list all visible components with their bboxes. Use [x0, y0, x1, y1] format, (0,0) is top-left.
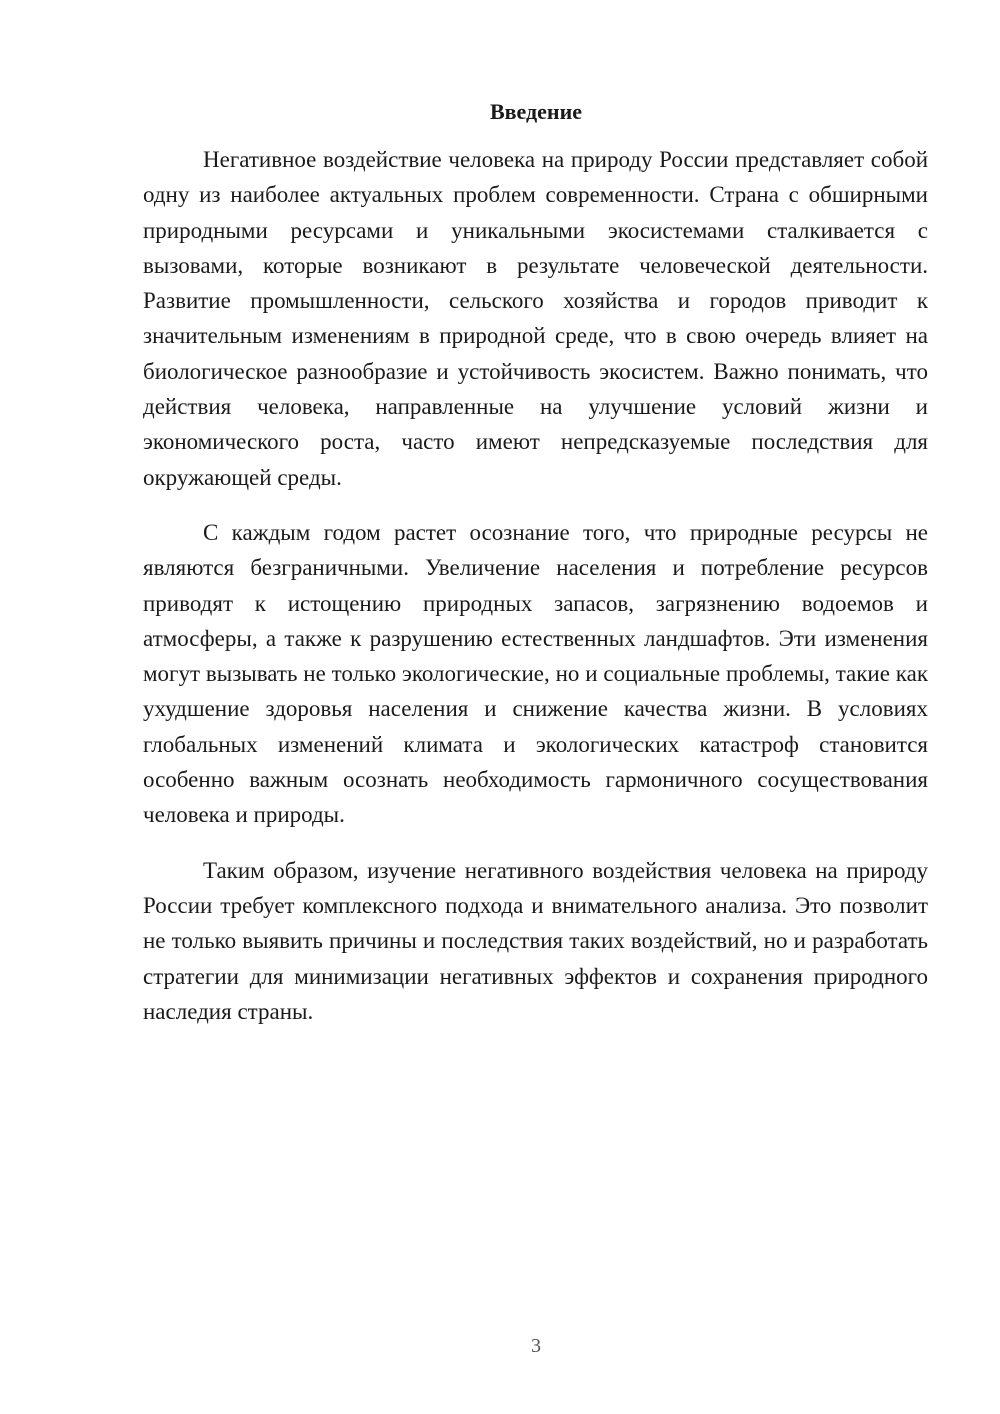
body-text	[143, 142, 928, 1029]
paragraph-2: С каждым годом растет осознание того, что природные ресурсы не являются безграничными. Увеличение населения и потребление ресурсов приводят к истощению природных запасов, загрязнению водоемов и атмосферы, а также к разрушению естественных ландшафтов. Эти изменения могут вызывать не только экологические, но и социальные проблемы, такие как ухудшение здоровья населения и снижение качества жизни. В условиях глобальных изменений климата и экологических катастроф становится особенно важным осознать необходимость гармоничного сосуществования человека и природы.	[143, 519, 928, 828]
paragraph-3: Таким образом, изучение негативного воздействия человека на природу России требует комплексного подхода и внимательного анализа. Это позволит не только выявить причины и последствия таких воздействий, но и разработать стратегии для минимизации негативных эффектов и сохранения природного наследия страны.	[143, 857, 928, 1024]
page-number: 3	[531, 1335, 541, 1357]
page-title: Введение	[489, 99, 583, 124]
paragraph-1: Негативное воздействие человека на природу России представляет собой одну из наиболее актуальных проблем современности. Страна с обширными природными ресурсами и уникальными экосистемами сталкивается с вызовами, которые возникают в результате человеческой деятельности. Развитие промышленности, сельского хозяйства и городов приводит к значительным изменениям в природной среде, что в свою очередь влияет на биологическое разнообразие и устойчивость экосистем. Важно понимать, что действия человека, направленные на улучшение условий жизни и экономического роста, часто имеют непредсказуемые последствия для окружающей среды.	[143, 147, 928, 490]
